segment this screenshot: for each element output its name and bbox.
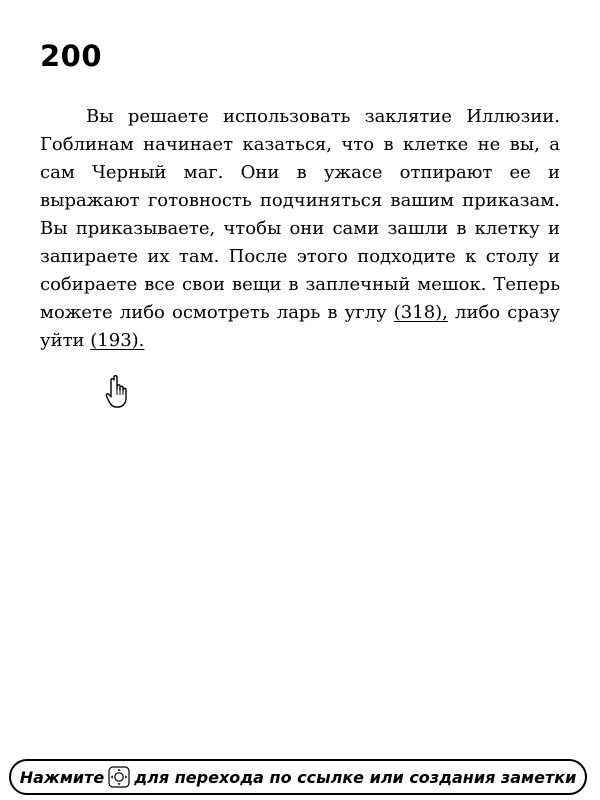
paragraph-text: [40, 103, 560, 355]
hint-text-press: Нажмите: [19, 767, 105, 787]
hint-bar: [9, 759, 587, 795]
page-number: 200: [40, 39, 103, 73]
hint-text-action: для перехода по ссылке или создания заметки: [134, 767, 577, 787]
paragraph-text-part: либо сразу уйти: [40, 302, 560, 351]
hand-pointer-icon: [105, 374, 135, 410]
link-318[interactable]: (318),: [393, 302, 448, 323]
paragraph-text-part: Вы решаете использовать заклятие Иллюзии. Гоблинам начинает казаться, что в клетке не вы, а сам Черный маг. Они в ужасе отпирают ее и выражают готовность подчиняться вашим приказам. Вы приказываете, чтобы они сами зашли в клетку и запираете их там. После этого подходите к столу и собираете все свои вещи в заплечный мешок. Теперь можете либо осмотреть ларь в углу: [40, 106, 560, 323]
link-193[interactable]: (193).: [90, 330, 145, 351]
joystick-center-icon: [108, 766, 130, 788]
